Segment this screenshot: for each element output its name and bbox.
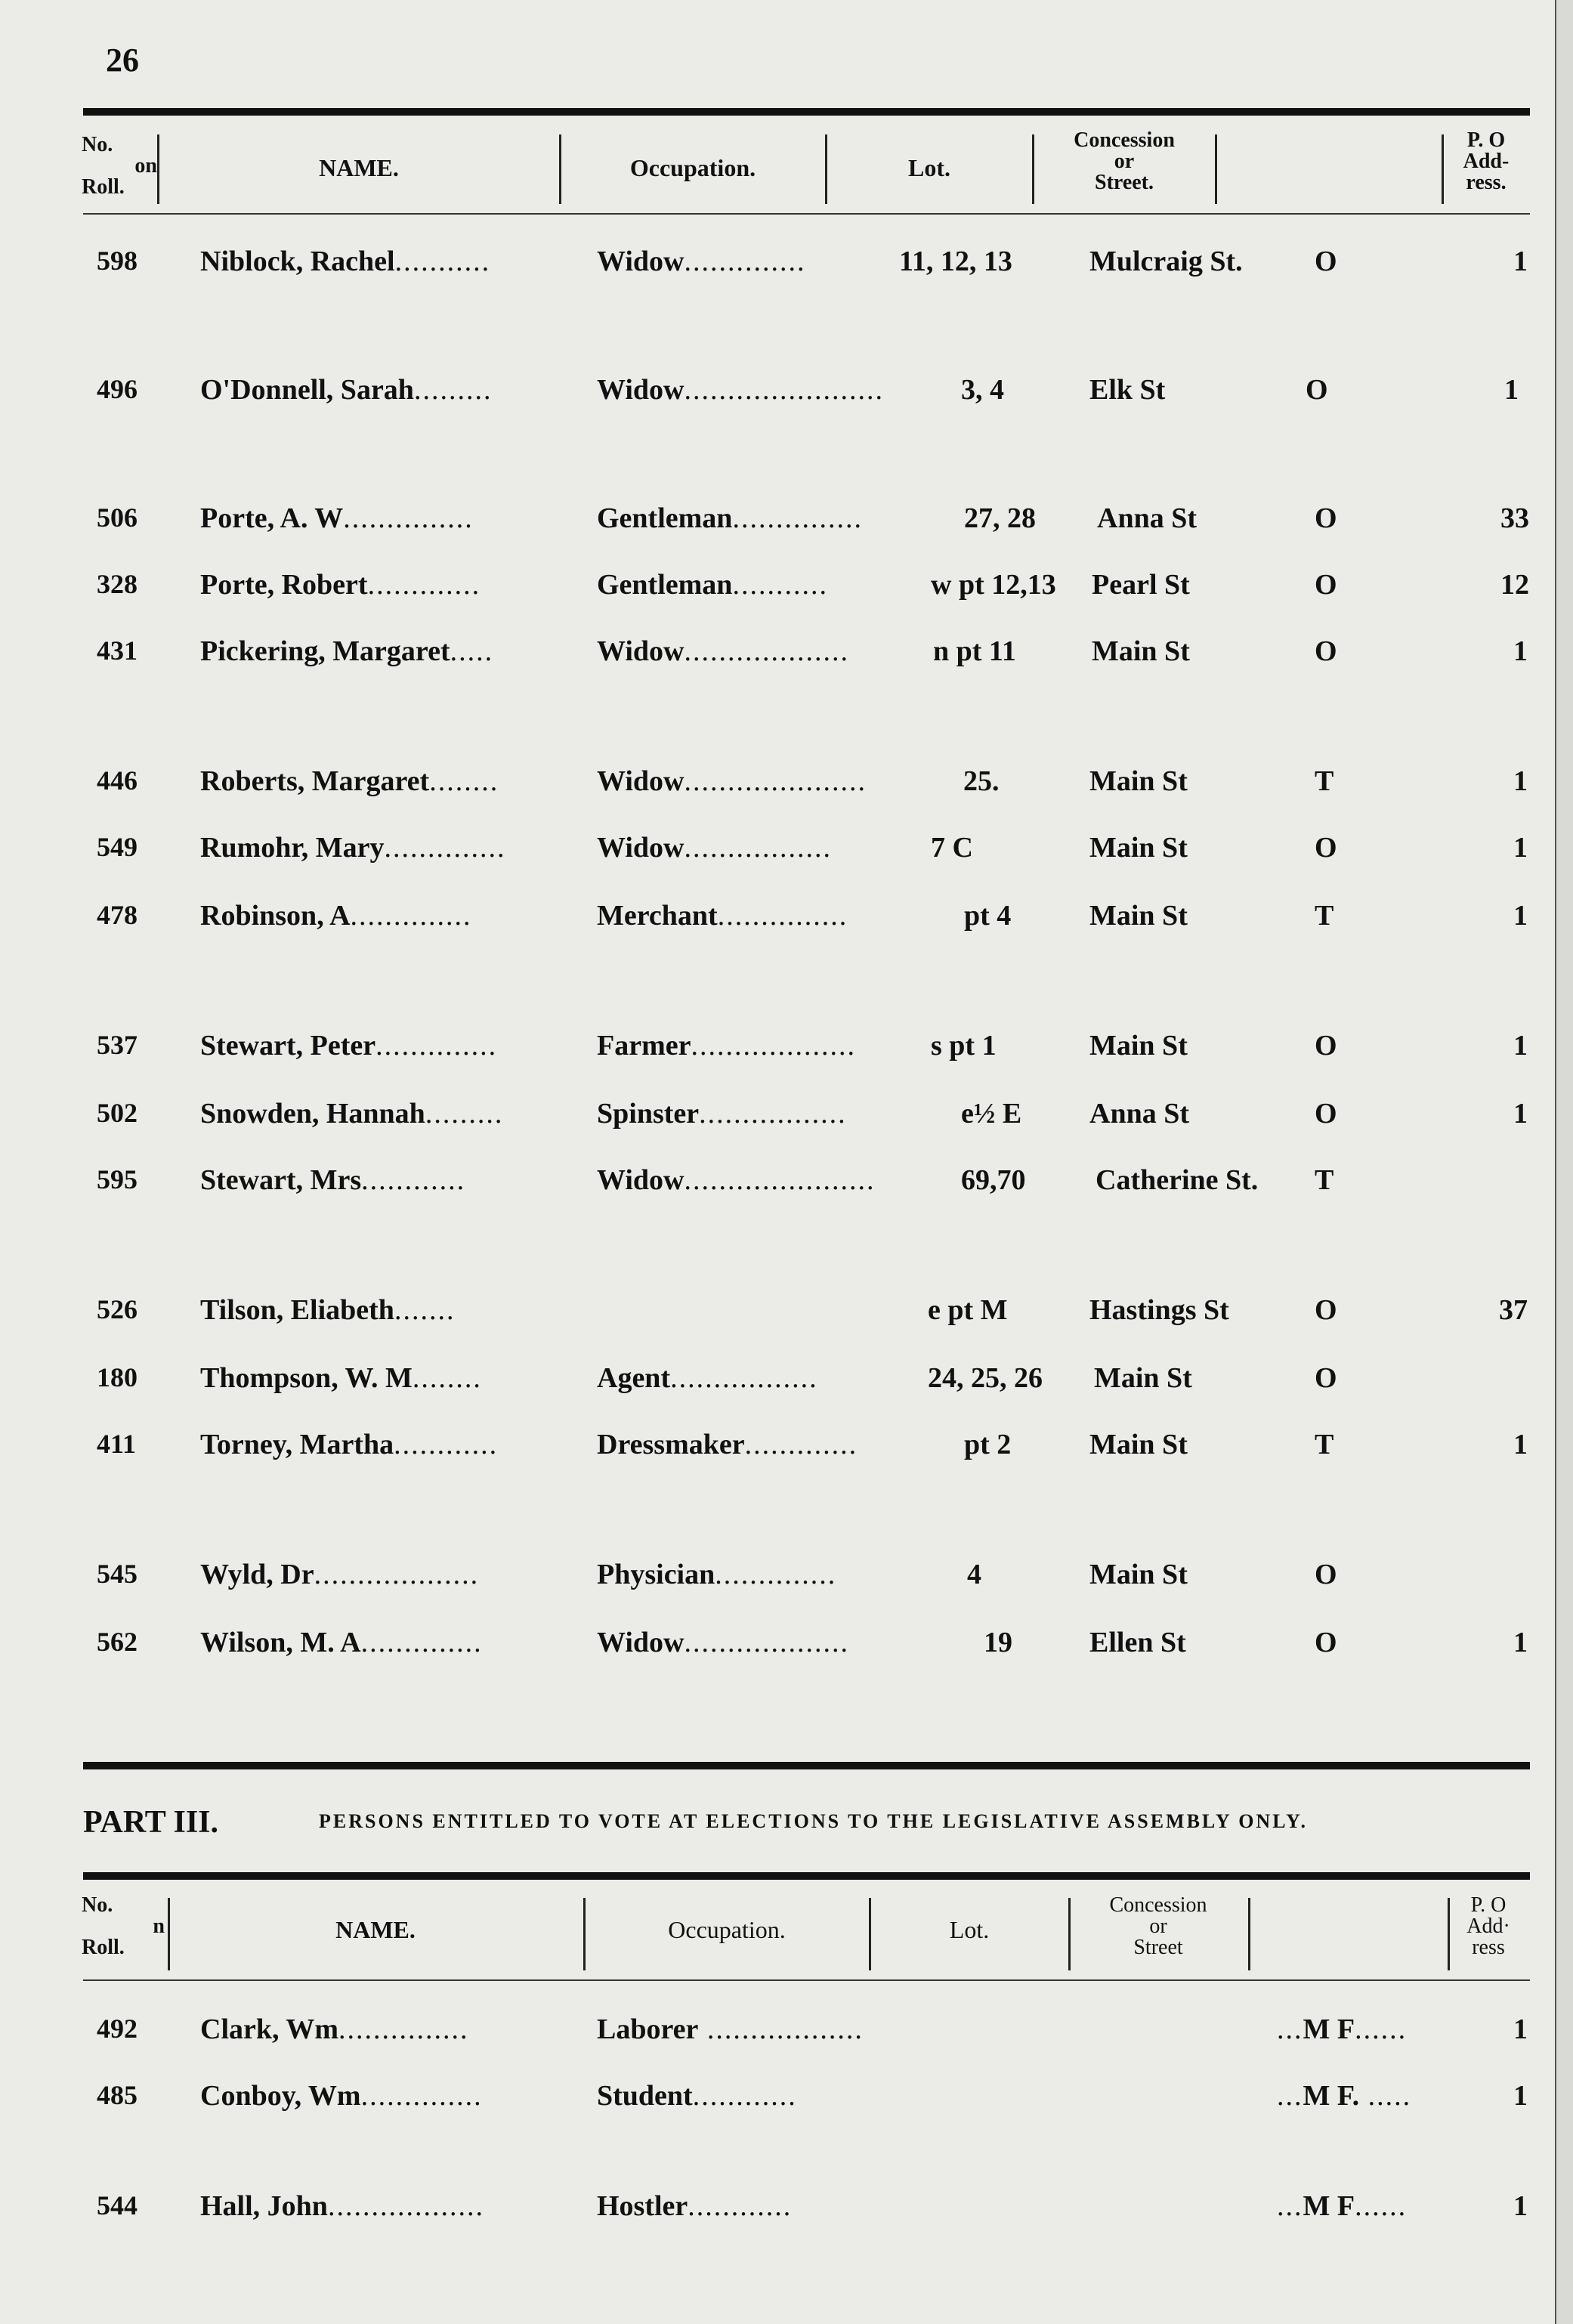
- status: O: [1315, 569, 1337, 601]
- voter-name: Porte, Robert: [200, 569, 368, 601]
- leader-dots: ..............: [360, 2080, 483, 2112]
- leader-dots: ..................: [327, 2190, 484, 2222]
- header-po-line2: Add·: [1466, 1915, 1510, 1938]
- voter-name: Tilson, Eliabeth: [200, 1294, 394, 1326]
- street: Catherine St.: [1096, 1164, 1259, 1196]
- street: Main St: [1092, 635, 1190, 667]
- voter-name: Stewart, Mrs: [200, 1164, 362, 1196]
- occupation: Widow: [597, 374, 685, 406]
- leader-dots: ...........: [394, 246, 491, 277]
- lot: 24, 25, 26: [928, 1362, 1043, 1394]
- leader-dots: ............: [361, 1164, 466, 1196]
- occupation: Widow: [597, 1164, 685, 1196]
- header-no: No.: [82, 1893, 113, 1917]
- table-row: [0, 245, 1573, 290]
- voter-name: Conboy, Wm: [200, 2080, 361, 2112]
- leader-dots: ......: [1355, 2190, 1408, 2222]
- status: T: [1315, 765, 1334, 797]
- occupation: Laborer: [597, 2013, 699, 2045]
- roll-number: 411: [97, 1429, 137, 1459]
- table-row: [0, 1293, 1573, 1339]
- header-concession: [1070, 1895, 1247, 1958]
- occupation: Widow: [597, 832, 685, 864]
- header-concession-line1: Concession: [1074, 128, 1175, 152]
- lot: n pt 11: [933, 635, 1016, 667]
- street: Elk St: [1089, 374, 1166, 406]
- status: M F.: [1303, 2080, 1360, 2112]
- leader-dots: ...: [1277, 2080, 1303, 2112]
- leader-dots: .....: [1359, 2080, 1412, 2112]
- header-po-line1: P. O: [1470, 1893, 1507, 1917]
- lot: pt 2: [964, 1429, 1012, 1460]
- po-address: 1: [1504, 374, 1519, 406]
- leader-dots: .......: [394, 1294, 456, 1326]
- street: Main St: [1094, 1362, 1192, 1394]
- leader-dots: ..............: [715, 1559, 837, 1590]
- status: O: [1315, 246, 1337, 277]
- lot: 7 C: [931, 832, 973, 864]
- lot: e pt M: [928, 1294, 1008, 1326]
- occupation: Agent: [597, 1362, 671, 1394]
- leader-dots: ........: [429, 765, 499, 797]
- roll-number: 537: [97, 1030, 138, 1060]
- po-address: 37: [1499, 1294, 1528, 1326]
- col-divider: [1215, 134, 1217, 204]
- header-po-line3: ress.: [1466, 171, 1507, 194]
- leader-dots: ...............: [717, 900, 848, 932]
- status: O: [1315, 1627, 1337, 1658]
- header-no-on-roll: [82, 134, 157, 198]
- street: Hastings St: [1089, 1294, 1229, 1326]
- roll-number: 544: [97, 2190, 138, 2220]
- leader-dots: ..................: [698, 2013, 864, 2045]
- table-row: [0, 2079, 1573, 2125]
- occupation: Widow: [597, 765, 685, 797]
- lot: 27, 28: [964, 502, 1036, 534]
- lot: w pt 12,13: [931, 569, 1056, 601]
- table-row: [0, 1097, 1573, 1142]
- occupation: Student: [597, 2080, 693, 2112]
- status: O: [1315, 1294, 1337, 1326]
- status: M F: [1303, 2013, 1355, 2045]
- status: O: [1315, 502, 1337, 534]
- section-rule: [83, 1762, 1530, 1769]
- header-roll: Roll.: [82, 1936, 125, 1959]
- roll-number: 328: [97, 569, 138, 599]
- table-row: [0, 373, 1573, 419]
- leader-dots: .............: [744, 1429, 858, 1460]
- header-concession-line2: or: [1149, 1915, 1167, 1938]
- col-divider: [1248, 1898, 1250, 1970]
- table-row: [0, 1626, 1573, 1671]
- status: O: [1315, 1362, 1337, 1394]
- lot: 25.: [963, 765, 1000, 797]
- table-row: [0, 1029, 1573, 1074]
- leader-dots: .............: [367, 569, 481, 601]
- occupation: Farmer: [597, 1030, 691, 1062]
- po-address: 1: [1513, 765, 1528, 797]
- voter-name: Porte, A. W: [200, 502, 344, 534]
- status: T: [1315, 1429, 1334, 1460]
- po-address: 1: [1513, 2080, 1528, 2112]
- occupation: Widow: [597, 246, 685, 277]
- roll-number: 180: [97, 1362, 138, 1392]
- status: O: [1315, 832, 1337, 864]
- leader-dots: ..............: [360, 1627, 483, 1658]
- roll-number: 506: [97, 502, 138, 533]
- header-roll: Roll.: [82, 175, 125, 199]
- roll-number: 478: [97, 900, 138, 930]
- lot: pt 4: [964, 900, 1012, 932]
- voter-name: Wilson, M. A: [200, 1627, 361, 1658]
- lot: 11, 12, 13: [899, 246, 1012, 277]
- po-address: 1: [1513, 1429, 1528, 1460]
- header-name: NAME.: [335, 1916, 416, 1943]
- lot: e½ E: [961, 1098, 1022, 1130]
- part-description: PERSONS ENTITLED TO VOTE AT ELECTIONS TO THE LEGISLATIVE ASSEMBLY ONLY.: [319, 1810, 1309, 1832]
- roll-number: 549: [97, 832, 138, 862]
- leader-dots: ............: [394, 1429, 499, 1460]
- voter-name: Thompson, W. M: [200, 1362, 413, 1394]
- occupation: Widow: [597, 635, 685, 667]
- leader-dots: ..............: [375, 1030, 498, 1062]
- table-row: [0, 568, 1573, 613]
- po-address: 1: [1513, 246, 1528, 277]
- roll-number: 431: [97, 635, 138, 666]
- po-address: 1: [1513, 635, 1528, 667]
- street: Main St: [1089, 1030, 1188, 1062]
- table-row: [0, 899, 1573, 944]
- po-address: 1: [1513, 2190, 1528, 2222]
- table-row: [0, 502, 1573, 547]
- header-concession-line3: Street: [1133, 1936, 1183, 1959]
- street: Anna St: [1097, 502, 1197, 534]
- status: O: [1306, 374, 1328, 406]
- header-no-on-roll: [82, 1895, 165, 1958]
- street: Pearl St: [1092, 569, 1190, 601]
- leader-dots: ...............: [343, 502, 474, 534]
- roll-number: 446: [97, 765, 138, 796]
- po-address: 1: [1513, 2013, 1528, 2045]
- leader-dots: ...: [1277, 2013, 1303, 2045]
- leader-dots: .................: [684, 832, 832, 864]
- leader-dots: ..............: [350, 900, 472, 932]
- table-row: [0, 1164, 1573, 1209]
- header-occupation: Occupation.: [629, 154, 756, 181]
- table-row: [0, 2190, 1573, 2235]
- occupation: Gentleman: [597, 569, 733, 601]
- leader-dots: .........: [425, 1098, 504, 1130]
- po-address: 33: [1500, 502, 1529, 534]
- leader-dots: ...................: [691, 1030, 856, 1062]
- leader-dots: .........: [413, 374, 493, 406]
- roll-number: 562: [97, 1627, 138, 1657]
- leader-dots: .....................: [684, 765, 867, 797]
- leader-dots: .................: [670, 1362, 818, 1394]
- voter-name: Wyld, Dr: [200, 1559, 314, 1590]
- roll-number: 496: [97, 374, 138, 404]
- page-number: 26: [106, 42, 139, 79]
- table-row: [0, 831, 1573, 876]
- status: T: [1315, 900, 1334, 932]
- voter-name: Stewart, Peter: [200, 1030, 376, 1062]
- status: O: [1315, 635, 1337, 667]
- roll-number: 492: [97, 2013, 138, 2044]
- leader-dots: ...: [1277, 2190, 1303, 2222]
- voter-name: Snowden, Hannah: [200, 1098, 425, 1130]
- status: O: [1315, 1098, 1337, 1130]
- status: T: [1315, 1164, 1334, 1196]
- table-row: [0, 1558, 1573, 1603]
- leader-dots: ...............: [732, 502, 863, 534]
- street: Ellen St: [1089, 1627, 1186, 1658]
- voter-name: Niblock, Rachel: [200, 246, 395, 277]
- occupation: Gentleman: [597, 502, 733, 534]
- table-row: [0, 1361, 1573, 1407]
- voter-name: Roberts, Margaret: [200, 765, 430, 797]
- header-concession-line1: Concession: [1109, 1893, 1207, 1917]
- status: O: [1315, 1030, 1337, 1062]
- leader-dots: ......: [1355, 2013, 1408, 2045]
- header-po-address: [1451, 1895, 1526, 1958]
- header-concession-line3: Street.: [1095, 171, 1154, 194]
- po-address: 1: [1513, 1627, 1528, 1658]
- leader-dots: ..............: [684, 246, 806, 277]
- table-row: [0, 765, 1573, 810]
- header-po-line2: Add-: [1463, 150, 1510, 173]
- po-address: 1: [1513, 1098, 1528, 1130]
- top-rule: [83, 108, 1530, 116]
- leader-dots: ...............: [338, 2013, 469, 2045]
- po-address: 1: [1513, 900, 1528, 932]
- leader-dots: ...........: [732, 569, 828, 601]
- part-title: PART III.: [83, 1805, 219, 1840]
- header-occupation: Occupation.: [668, 1916, 786, 1943]
- leader-dots: ......................: [684, 1164, 876, 1196]
- roll-number: 598: [97, 246, 138, 276]
- leader-dots: ............: [692, 2080, 797, 2112]
- header-on: on: [134, 154, 157, 178]
- header-name: NAME.: [319, 154, 399, 181]
- col-divider: [1448, 1898, 1450, 1970]
- col-divider: [1442, 134, 1444, 204]
- leader-dots: ...................: [314, 1559, 480, 1590]
- table-row: [0, 2013, 1573, 2058]
- leader-dots: ...................: [684, 635, 849, 667]
- voter-name: Robinson, A: [200, 900, 351, 932]
- header-on: n: [153, 1915, 165, 1938]
- street: Anna St: [1089, 1098, 1189, 1130]
- street: Main St: [1089, 1559, 1188, 1590]
- lot: s pt 1: [931, 1030, 997, 1062]
- status: O: [1315, 1559, 1337, 1590]
- roll-number: 545: [97, 1559, 138, 1589]
- occupation: Dressmaker: [597, 1429, 745, 1460]
- street: Main St: [1089, 1429, 1188, 1460]
- part3-top-rule: [83, 1872, 1530, 1880]
- leader-dots: .......................: [684, 374, 884, 406]
- street: Mulcraig St.: [1089, 246, 1243, 277]
- roll-number: 595: [97, 1164, 138, 1194]
- leader-dots: .................: [699, 1098, 847, 1130]
- table-row: [0, 1428, 1573, 1473]
- po-address: 1: [1513, 832, 1528, 864]
- lot: 69,70: [961, 1164, 1026, 1196]
- header-no: No.: [82, 133, 113, 156]
- header-concession: [1034, 130, 1215, 193]
- lot: 19: [984, 1627, 1012, 1658]
- leader-dots: ...................: [684, 1627, 849, 1658]
- street: Main St: [1089, 765, 1188, 797]
- table-row: [0, 635, 1573, 680]
- leader-dots: ............: [688, 2190, 793, 2222]
- leader-dots: .....: [450, 635, 494, 667]
- occupation: Spinster: [597, 1098, 700, 1130]
- voter-name: Clark, Wm: [200, 2013, 338, 2045]
- status: M F: [1303, 2190, 1355, 2222]
- voter-name: O'Donnell, Sarah: [200, 374, 414, 406]
- occupation: Physician: [597, 1559, 715, 1590]
- part3-header-bottom-rule: [83, 1979, 1530, 1981]
- occupation: Hostler: [597, 2190, 688, 2222]
- header-lot: Lot.: [908, 154, 950, 181]
- voter-name: Rumohr, Mary: [200, 832, 385, 864]
- po-address: 1: [1513, 1030, 1528, 1062]
- occupation: Merchant: [597, 900, 718, 932]
- header-concession-line2: or: [1114, 150, 1135, 173]
- header-po-line1: P. O: [1466, 128, 1506, 152]
- roll-number: 485: [97, 2080, 138, 2110]
- voter-name: Hall, John: [200, 2190, 328, 2222]
- leader-dots: ..............: [384, 832, 506, 864]
- street: Main St: [1089, 832, 1188, 864]
- roll-number: 502: [97, 1098, 138, 1128]
- voter-name: Torney, Martha: [200, 1429, 394, 1460]
- occupation: Widow: [597, 1627, 685, 1658]
- page-edge: [1555, 0, 1573, 2324]
- lot: 3, 4: [961, 374, 1004, 406]
- roll-number: 526: [97, 1294, 138, 1324]
- header-lot: Lot.: [949, 1916, 990, 1943]
- header-bottom-rule: [83, 213, 1530, 215]
- po-address: 12: [1500, 569, 1529, 601]
- lot: 4: [967, 1559, 981, 1590]
- header-po-line3: ress: [1472, 1936, 1505, 1959]
- street: Main St: [1089, 900, 1188, 932]
- voter-name: Pickering, Margaret: [200, 635, 450, 667]
- header-po-address: [1445, 130, 1528, 193]
- leader-dots: ........: [412, 1362, 482, 1394]
